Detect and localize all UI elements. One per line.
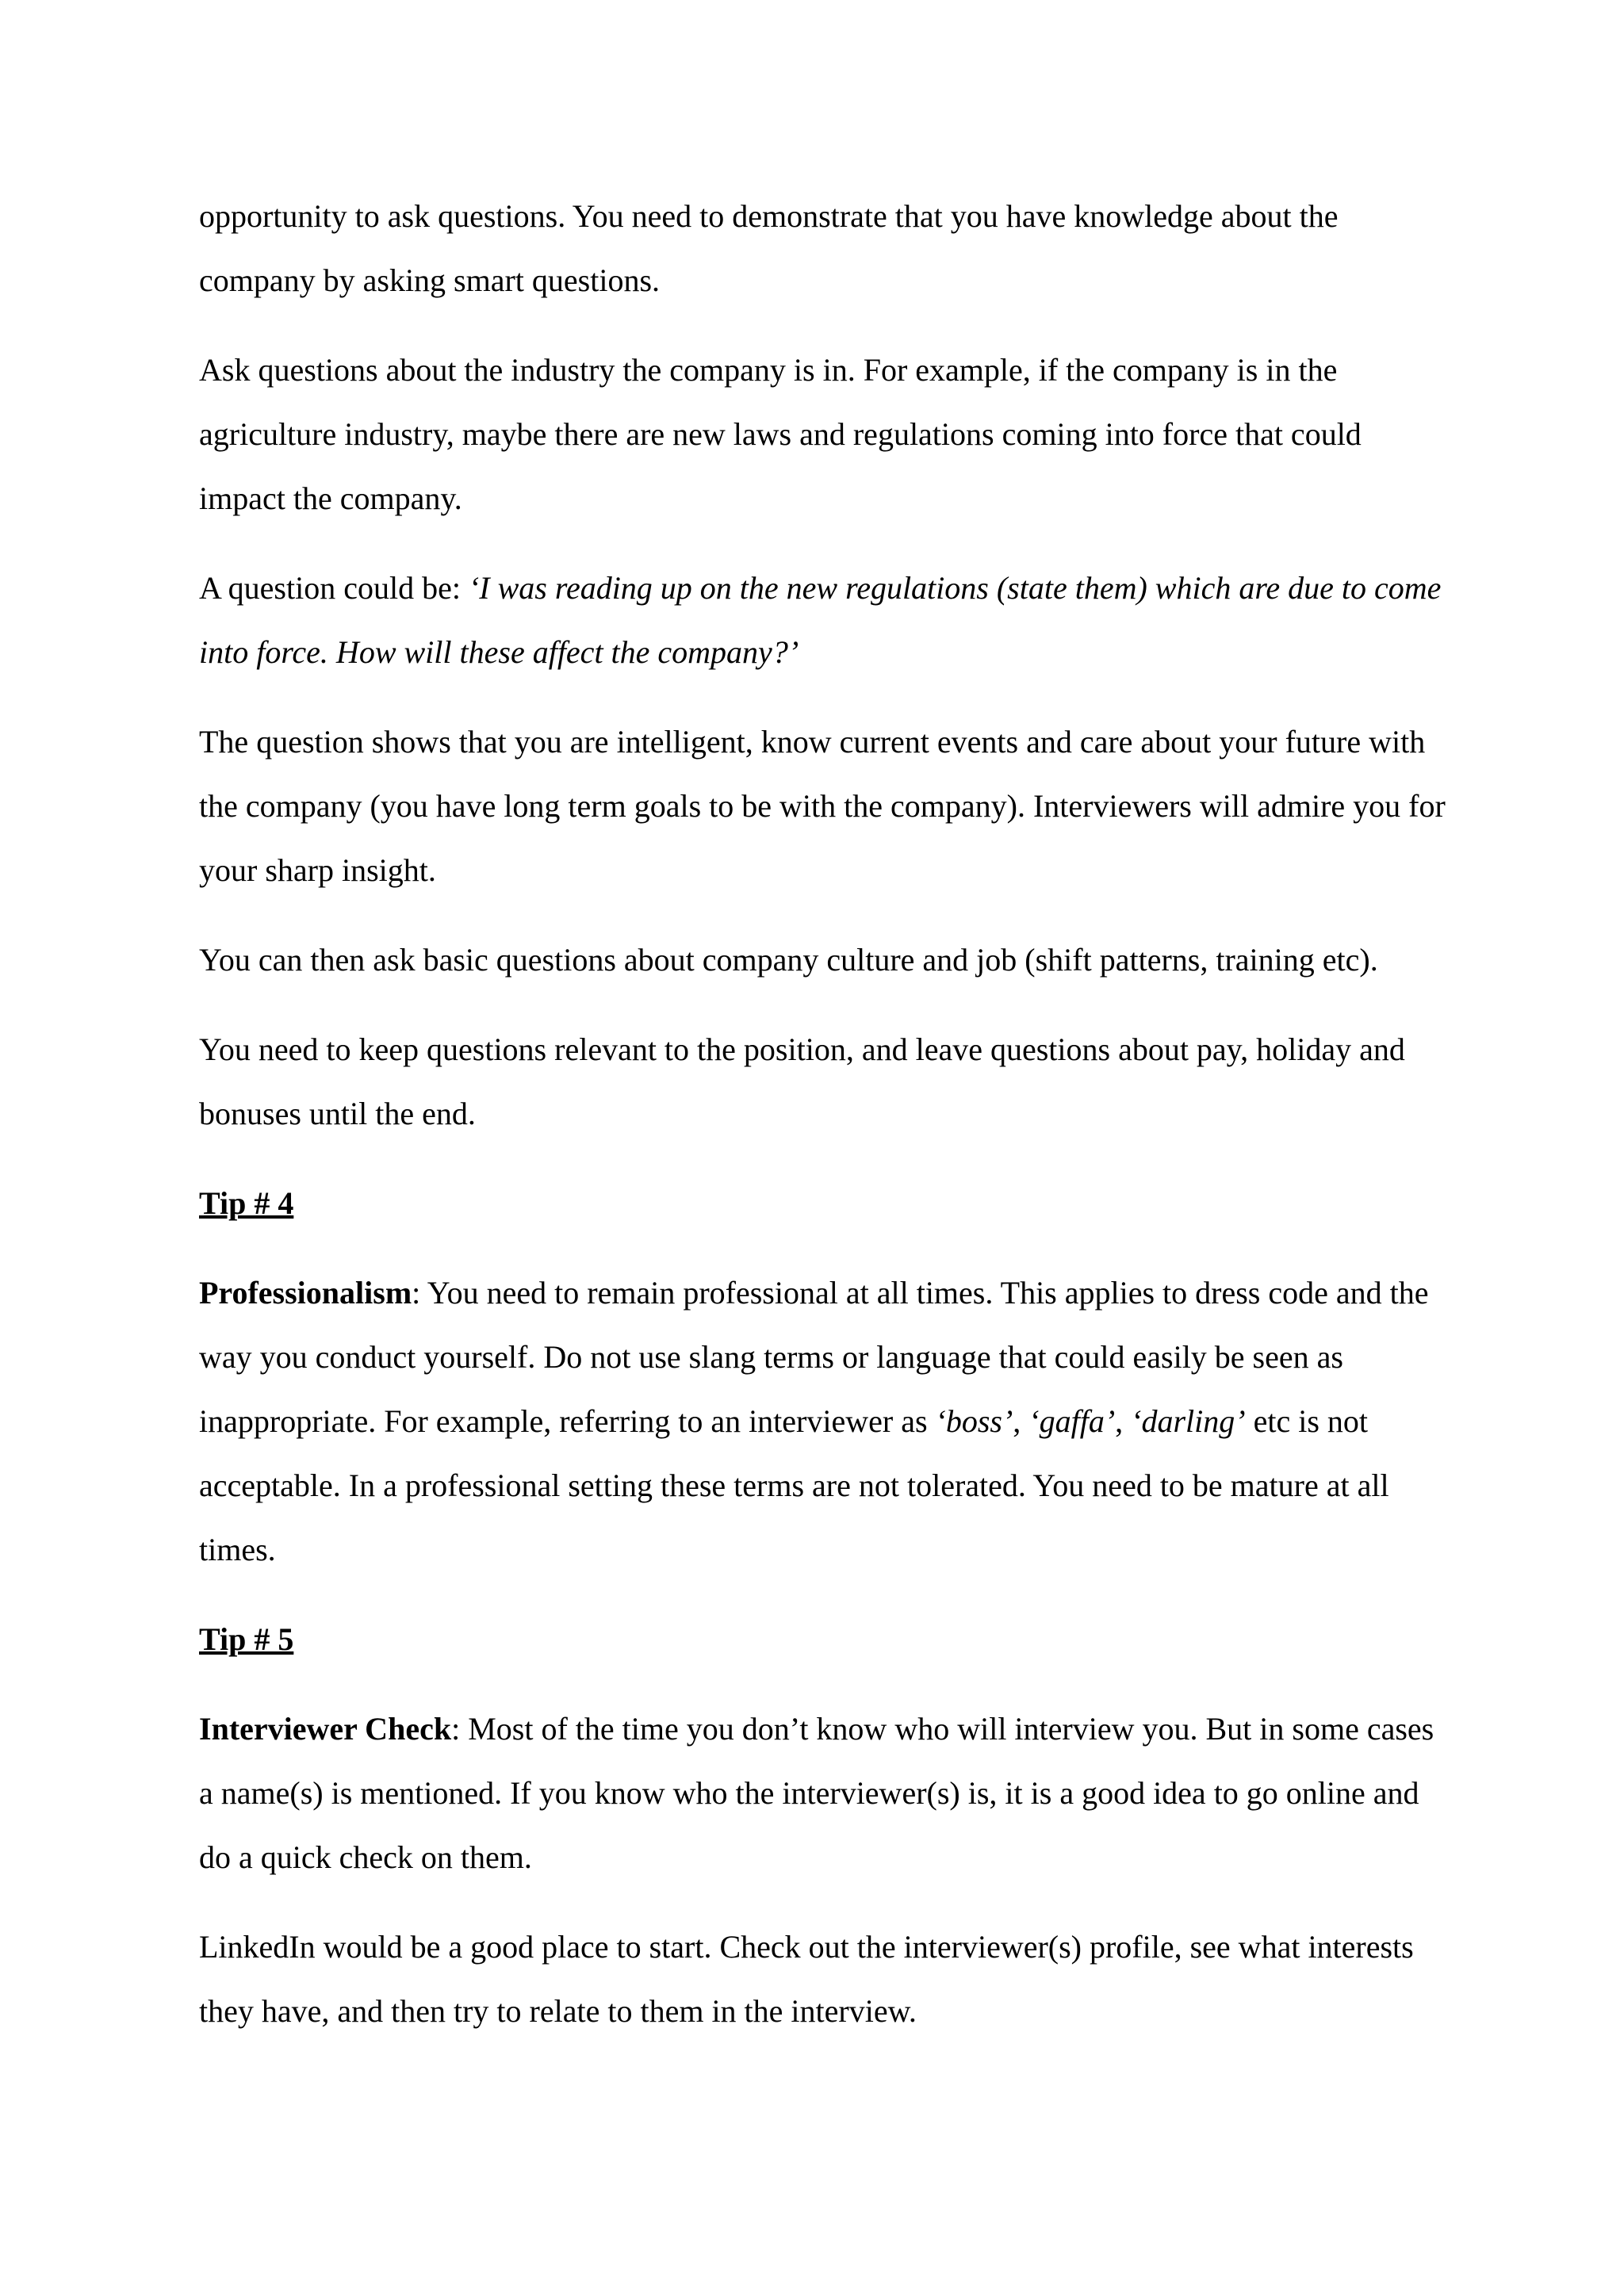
paragraph-example-question (199, 556, 1450, 684)
interviewer-check-term: Interviewer Check (199, 1711, 452, 1747)
paragraph-keep-relevant: You need to keep questions relevant to the position, and leave questions about pay, holiday and bonuses until the end. (199, 1031, 1405, 1131)
example-question-lead: A question could be: (199, 570, 469, 606)
tip-5-heading: Tip # 5 (199, 1621, 294, 1657)
interviewer-check-text: : Most of the time you don’t know who will interview you. But in some cases a name(s) is mentioned. If you know who the interviewer(s) is, it is a good idea to go online and do a quick check on them. (199, 1711, 1434, 1875)
paragraph-industry-questions: Ask questions about the industry the company is in. For example, if the company is in the agriculture industry, maybe there are new laws and regulations coming into force that could impact the company. (199, 352, 1362, 516)
paragraph-interviewer-check (199, 1697, 1450, 1889)
professionalism-term: Professionalism (199, 1275, 412, 1311)
slang-word-boss: ‘boss’ (935, 1403, 1013, 1439)
professionalism-text-a: : You need to remain professional at all times. This applies to dress code and the way you conduct yourself. Do not use slang terms or language that could easily be seen as inappropriate. For example, referring to an interviewer as (199, 1275, 1429, 1439)
slang-separator-2: , (1115, 1403, 1132, 1439)
slang-word-gaffa: ‘gaffa’ (1028, 1403, 1116, 1439)
slang-separator-1: , (1013, 1403, 1029, 1439)
professionalism-text-b: etc is not acceptable. In a professional setting these terms are not tolerated. You need to be mature at all times. (199, 1403, 1389, 1567)
example-question-quote: ‘I was reading up on the new regulations (state them) which are due to come into force. How will these affect the company?’ (199, 570, 1442, 670)
slang-word-darling: ‘darling’ (1131, 1403, 1246, 1439)
paragraph-ask-questions: opportunity to ask questions. You need to demonstrate that you have knowledge about the company by asking smart questions. (199, 198, 1339, 298)
tip-4-heading: Tip # 4 (199, 1185, 294, 1221)
paragraph-question-shows: The question shows that you are intelligent, know current events and care about your future with the company (you have long term goals to be with the company). Interviewers will admire you for your sharp insight. (199, 724, 1446, 888)
paragraph-professionalism (199, 1261, 1450, 1582)
paragraph-linkedin: LinkedIn would be a good place to start. Check out the interviewer(s) profile, see what interests they have, and then try to relate to them in the interview. (199, 1929, 1414, 2029)
paragraph-basic-questions: You can then ask basic questions about company culture and job (shift patterns, training etc). (199, 942, 1378, 978)
